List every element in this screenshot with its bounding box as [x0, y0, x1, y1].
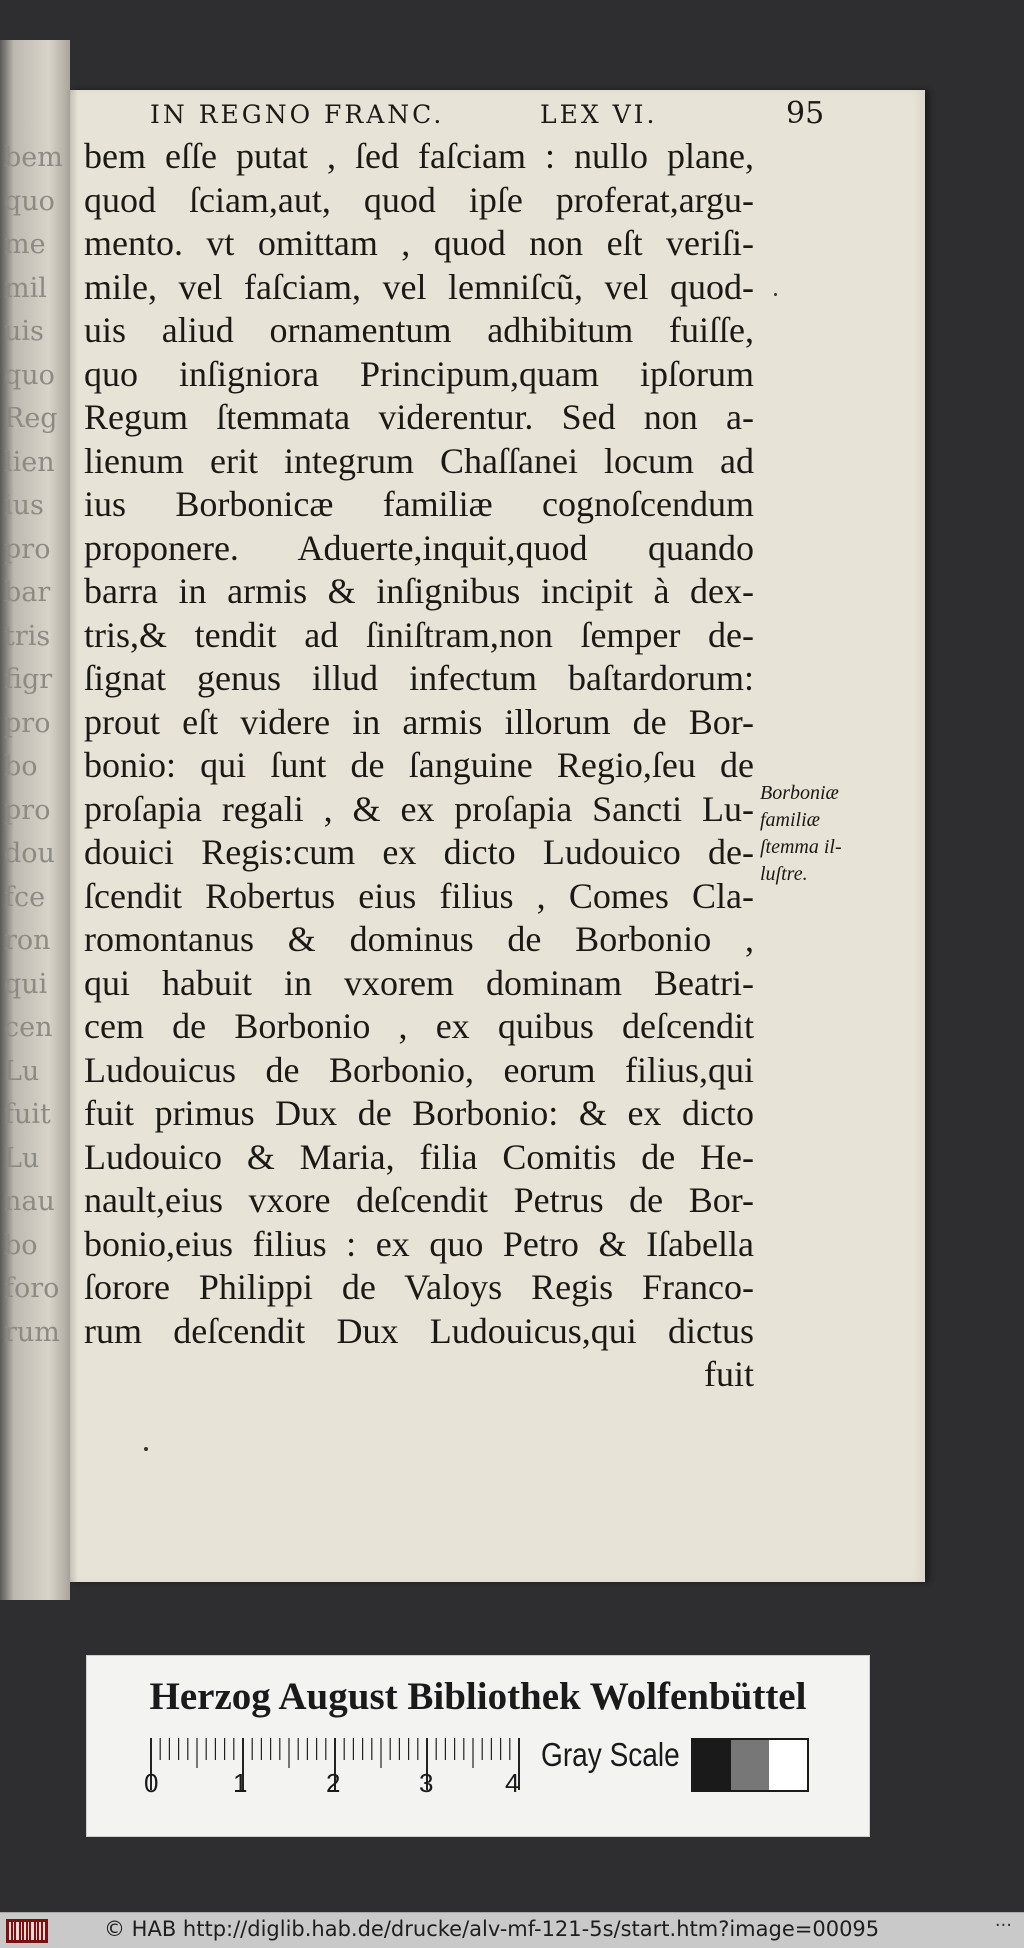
ruler-number: 4: [505, 1768, 520, 1798]
text-line: rum deſcendit Dux Ludouicus,qui dictus: [84, 1310, 754, 1351]
previous-page-fragment: pro: [4, 794, 51, 826]
running-head-title: IN REGNO FRANC.: [150, 100, 445, 129]
ruler-number: 2: [326, 1768, 341, 1798]
ruler-number: 0: [144, 1768, 159, 1798]
text-line: mento. vt omittam , quod non eſt veriſi-: [84, 223, 754, 263]
previous-page-fragment: Lu: [4, 1055, 40, 1087]
marginal-note-line: Borboniæ: [760, 782, 839, 804]
text-line: romontanus & dominus de Borbonio ,: [84, 919, 754, 959]
library-name: Herzog August Bibliothek Wolfenbüttel: [149, 1675, 807, 1718]
previous-page-fragment: bo: [4, 751, 38, 782]
gray-scale-swatches: [691, 1738, 809, 1792]
previous-page-fragment: ius: [4, 490, 44, 521]
text-line: uis aliud ornamentum adhibitum fuiſſe,: [84, 310, 754, 350]
ink-speck: [774, 293, 777, 296]
previous-page-fragment: figr: [4, 664, 53, 695]
previous-page-fragment: rum: [4, 1316, 60, 1348]
ruler-number: 3: [419, 1768, 434, 1798]
text-line: quod ſciam,aut, quod ipſe proferat,argu-: [84, 179, 754, 220]
previous-page-fragment: dou: [4, 838, 55, 869]
text-line: barra in armis & inſignibus incipit à dex-: [84, 571, 754, 611]
text-line: nault,eius vxore deſcendit Petrus de Bor-: [84, 1180, 754, 1220]
previous-page-fragment: uis: [4, 316, 44, 347]
footer-bar: [0, 1912, 1024, 1948]
text-line: ius Borbonicæ familiæ cognoſcendum: [84, 484, 754, 524]
more-options-icon[interactable]: ···: [994, 1915, 1012, 1936]
book-page: [70, 90, 925, 1582]
previous-page-fragment: Lu: [4, 1142, 40, 1174]
previous-page-fragment: pro: [4, 707, 51, 739]
marginal-note-line: familiæ: [760, 809, 821, 831]
copyright-url[interactable]: © HAB http://diglib.hab.de/drucke/alv-mf-121-5s/start.htm?image=00095: [104, 1917, 880, 1941]
previous-page-fragment: foro: [4, 1273, 60, 1304]
previous-page-fragment: qui: [4, 968, 48, 1000]
ruler-number: 1: [233, 1768, 248, 1798]
gray-swatch: [731, 1740, 769, 1790]
text-line: fuit primus Dux de Borbonio: & ex dicto: [84, 1093, 754, 1133]
text-line: quo inſigniora Principum,quam ipſorum: [84, 353, 754, 394]
text-line: Ludouico & Maria, filia Comitis de He-: [84, 1136, 754, 1177]
text-line: bonio,eius filius : ex quo Petro & Iſabella: [84, 1223, 754, 1264]
running-head: [150, 96, 825, 140]
previous-page-fragment: mil: [4, 272, 47, 304]
text-line: bonio: qui ſunt de ſanguine Regio,ſeu de: [84, 745, 754, 785]
gray-swatch: [693, 1740, 731, 1790]
color-calibration-card: [86, 1655, 870, 1837]
text-line: lienum erit integrum Chaſſanei locum ad: [84, 440, 754, 481]
text-line: ſignat genus illud infectum baſtardorum:: [84, 658, 754, 698]
text-line: ſorore Philippi de Valoys Regis Franco-: [84, 1267, 754, 1307]
gray-scale-label: Gray Scale: [541, 1736, 680, 1773]
text-line: bem eſſe putat , ſed faſciam : nullo plane,: [84, 136, 754, 176]
text-line: tris,& tendit ad ſiniſtram,non ſemper de-: [84, 614, 754, 655]
previous-page-fragment: fce: [4, 881, 46, 913]
previous-page-fragment: nau: [4, 1186, 55, 1217]
text-line: qui habuit in vxorem dominam Beatri-: [84, 962, 754, 1003]
marginal-note-line: ſtemma il-: [760, 836, 842, 858]
text-line: cem de Borbonio , ex quibus deſcendit: [84, 1006, 754, 1046]
previous-page-fragment: Reg: [4, 403, 58, 434]
previous-page-fragment: ron: [4, 925, 51, 956]
text-line: fuit: [704, 1354, 754, 1394]
previous-page-fragment: tris: [4, 620, 51, 652]
gray-swatch: [769, 1740, 807, 1790]
previous-page-fragment: quo: [4, 359, 55, 391]
text-line: ſcendit Robertus eius filius , Comes Cla-: [84, 875, 754, 916]
text-line: proponere. Aduerte,inquit,quod quando: [84, 527, 754, 568]
previous-page-fragment: bo: [4, 1229, 38, 1261]
previous-page-fragment: quo: [4, 185, 55, 217]
previous-page-edge: [0, 40, 70, 1600]
running-head-section: LEX VI.: [540, 100, 658, 129]
text-line: prout eſt videre in armis illorum de Bor-: [84, 701, 754, 742]
previous-page-fragment: fuit: [4, 1099, 51, 1130]
marginal-note: [760, 780, 880, 888]
text-line: proſapia regali , & ex proſapia Sancti Lu-: [84, 788, 754, 829]
previous-page-fragment: pro: [4, 533, 51, 565]
body-text: [84, 135, 754, 1397]
ink-speck: [144, 1447, 148, 1451]
previous-page-fragment: me: [4, 229, 46, 260]
text-line: Ludouicus de Borbonio, eorum filius,qui: [84, 1049, 754, 1090]
text-line: douici Regis:cum ex dicto Ludouico de-: [84, 832, 754, 872]
previous-page-fragment: bar: [4, 577, 51, 608]
previous-page-fragment: lien: [4, 446, 55, 478]
marginal-note-line: luſtre.: [760, 863, 808, 885]
barcode-logo-icon: [6, 1919, 48, 1943]
text-line: Regum ſtemmata viderentur. Sed non a-: [84, 397, 754, 437]
page-gutter-shadow: [70, 90, 78, 1582]
previous-page-fragment: cen: [4, 1012, 53, 1043]
previous-page-fragment: bem: [4, 142, 63, 173]
page-number: 95: [786, 96, 825, 131]
text-line: mile, vel faſciam, vel lemniſcũ, vel quod-: [84, 266, 754, 307]
